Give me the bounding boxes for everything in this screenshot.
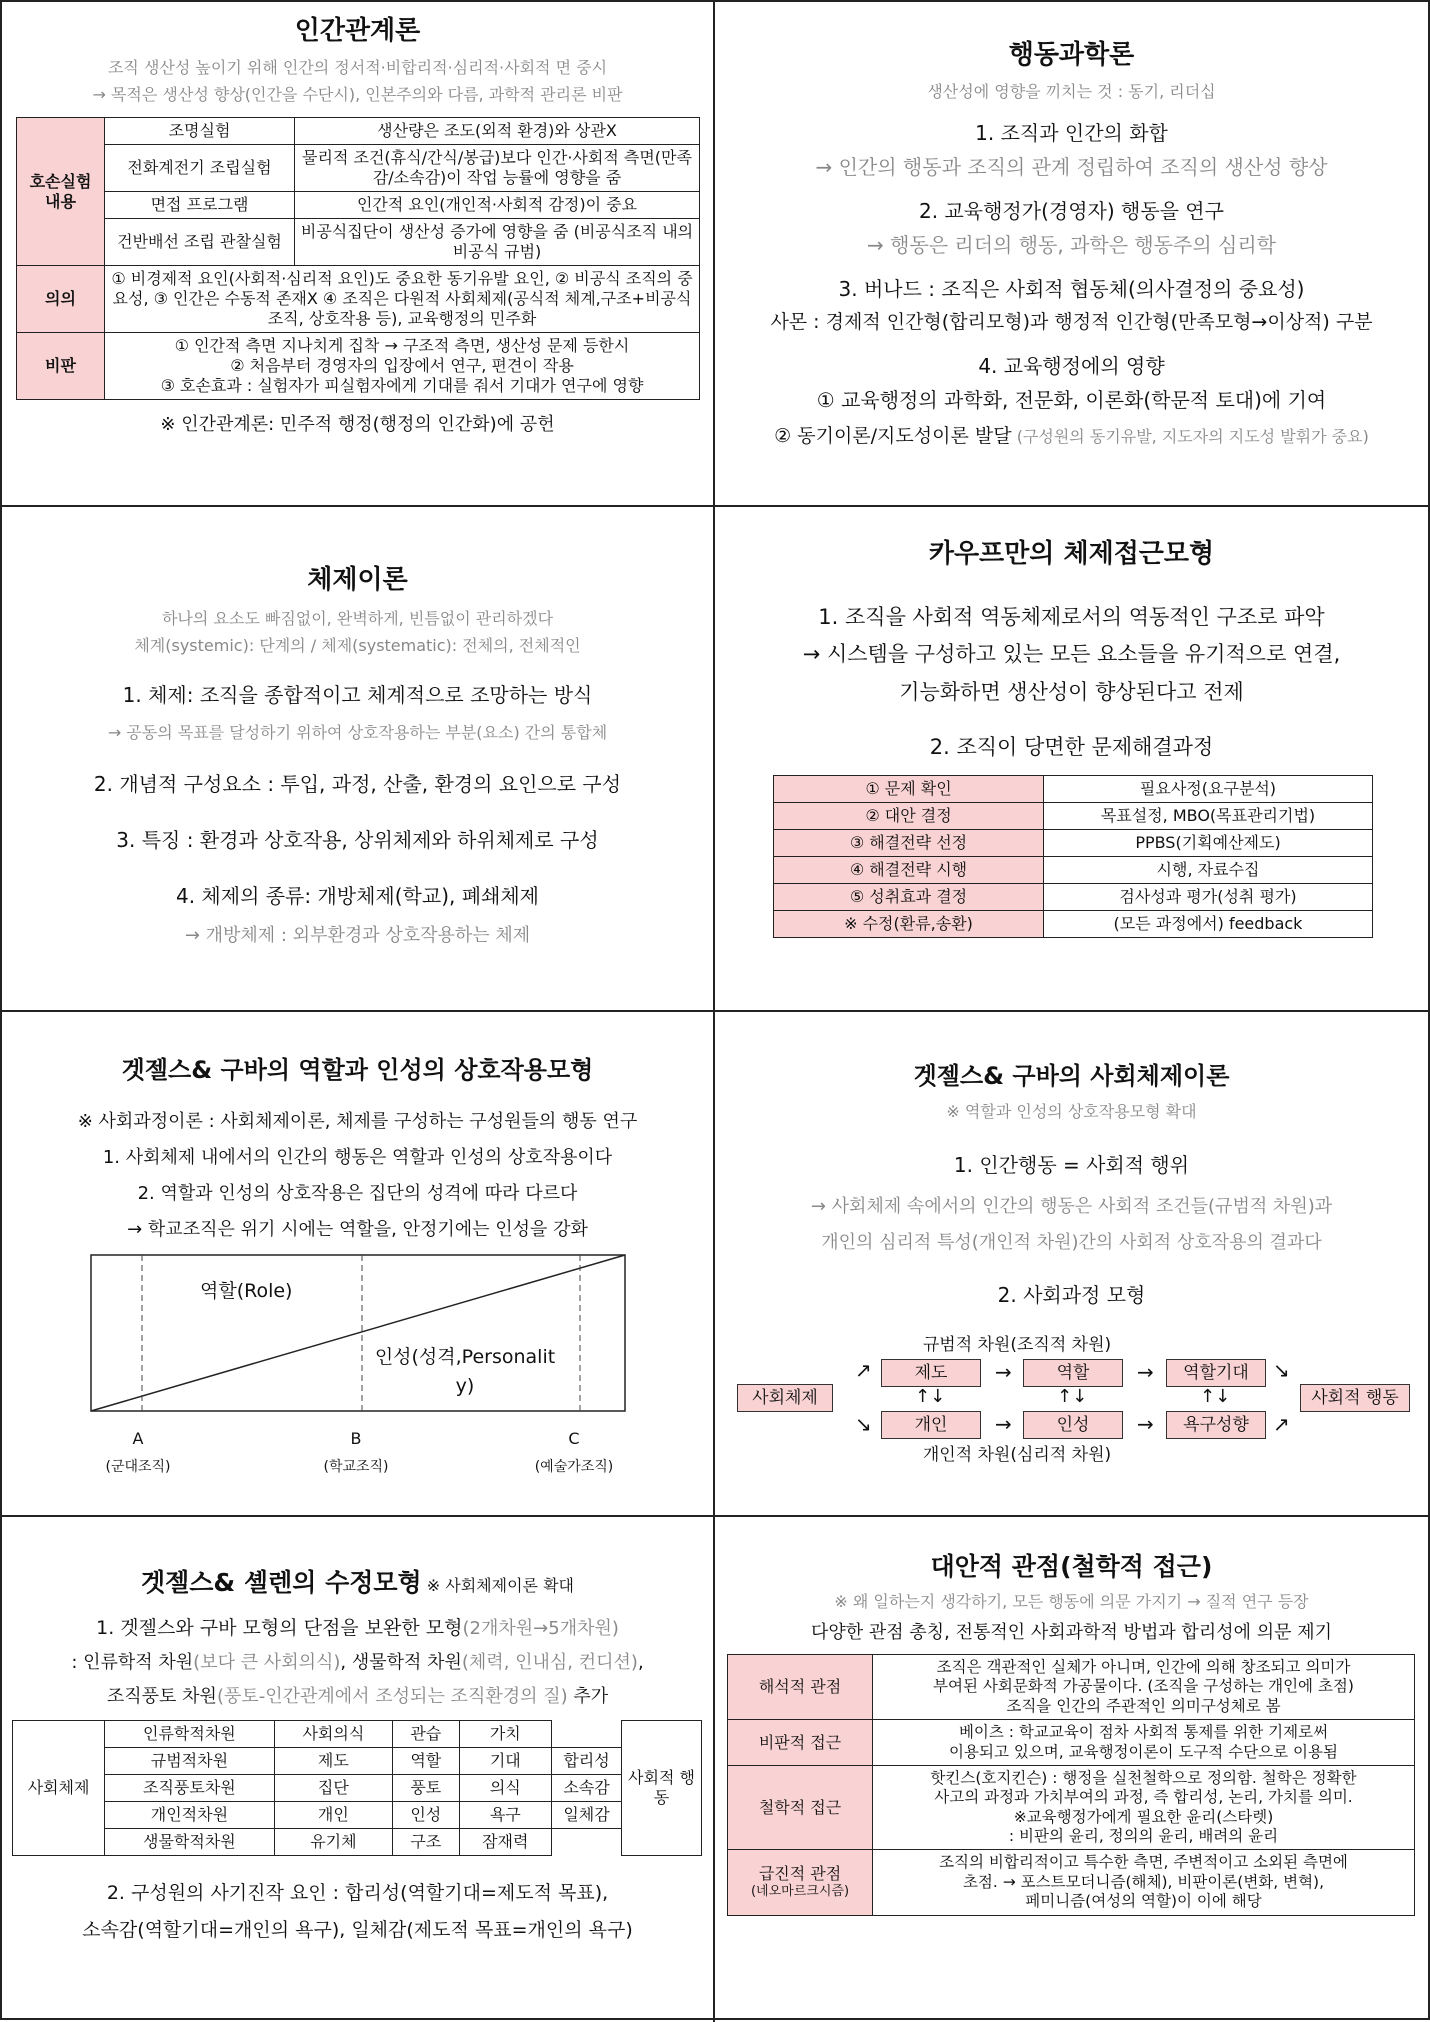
point-label: (예술가조직) [534, 1459, 614, 1475]
item-1: 1. 사회체제 내에서의 인간의 행동은 역할과 인성의 상호작용이다 [102, 1147, 613, 1168]
left-cell: 사회체제 [13, 1721, 105, 1856]
arrow-right-icon: → [1137, 1360, 1154, 1384]
cell: 집단 [274, 1775, 392, 1802]
critique-cell [105, 333, 700, 400]
text: (체력, 인내심, 컨디션) [461, 1652, 638, 1673]
item-1-detail: 개인의 심리적 특성(개인적 차원)간의 사회적 상호작용의 결과다 [821, 1232, 1322, 1253]
panel-title-row [4, 1563, 711, 1599]
cell: 가치 [459, 1721, 551, 1748]
item-1-detail [4, 1682, 711, 1708]
item-4b-main: ② 동기이론/지도성이론 발달 [774, 424, 1012, 447]
cell: 생물학적차원 [105, 1829, 275, 1856]
item-2-detail: → 학교조직은 위기 시에는 역할을, 안정기에는 인성을 강화 [127, 1219, 588, 1240]
item-4b [717, 421, 1426, 448]
desc-cell: 검사성과 평가(성취 평가) [1044, 884, 1373, 911]
panel-title: 인간관계론 [294, 16, 421, 46]
desc-line: 베이츠 : 학교교육이 점차 사회적 통제를 위한 기제로써 [958, 1723, 1329, 1742]
item-3-detail: 사몬 : 경제적 인간형(합리모형)과 행정적 인간형(만족모형→이상적) 구분 [770, 311, 1373, 333]
subtitle: → 목적은 생산성 향상(인간을 수단시), 인본주의와 다름, 과학적 관리론 비판 [92, 85, 623, 104]
left-border [0, 0, 2, 2020]
item-2: 2. 조직이 당면한 문제해결과정 [929, 734, 1214, 759]
cell: 일체감 [552, 1802, 622, 1829]
item-1-detail [4, 1648, 711, 1674]
panel-getzels-thelen-model [4, 1519, 711, 2017]
critique-label: 비판 [17, 333, 105, 400]
perspective-desc [873, 1655, 1415, 1720]
step-cell: ② 대안 결정 [774, 803, 1044, 830]
perspective-name: 비판적 접근 [728, 1720, 873, 1766]
cell: 풍토 [392, 1775, 459, 1802]
critique-line: ① 인간적 측면 지나치게 집착 → 구조적 측면, 생산성 문제 등한시 [174, 336, 630, 355]
cell: 합리성 [552, 1748, 622, 1775]
item-1: 1. 조직과 인간의 화합 [975, 121, 1168, 145]
cell: 제도 [274, 1748, 392, 1775]
panel-systems-theory [4, 509, 711, 1009]
perspective-name: 해석적 관점 [728, 1655, 873, 1720]
item-1: 1. 조직을 사회적 역동체제로서의 역동적인 구조로 파악 [818, 605, 1325, 629]
item-4a: ① 교육행정의 과학화, 전문화, 이론화(학문적 토대)에 기여 [816, 387, 1327, 412]
item-1-detail: 기능화하면 생산성이 향상된다고 전제 [899, 679, 1244, 704]
right-cell: 사회적 행동 [622, 1721, 702, 1856]
subtitle: 체계(systemic): 단계의 / 체제(systematic): 전체의, 전체적인 [134, 636, 581, 655]
desc-cell: 시행, 자료수집 [1044, 857, 1373, 884]
point-letter: A [132, 1429, 144, 1448]
perspective-name-note: (네오마르크시즘) [750, 1884, 850, 1900]
critique-line: ② 처음부터 경영자의 입장에서 연구, 편견이 작용 [230, 356, 574, 375]
personality-line: y) [455, 1375, 475, 1397]
desc-line: 조직의 비합리적이고 특수한 측면, 주변적이고 소외된 측면에 [939, 1853, 1348, 1872]
cell: 사회의식 [274, 1721, 392, 1748]
personality-box: 인성 [1023, 1411, 1123, 1439]
cell: 욕구 [459, 1802, 551, 1829]
desc-line: : 비판의 윤리, 정의의 윤리, 배려의 윤리 [1008, 1827, 1279, 1845]
cell: 생산량은 조도(외적 환경)와 상관X [295, 118, 700, 145]
panel-social-system-theory [717, 1014, 1426, 1514]
perspective-desc [873, 1720, 1415, 1766]
desc-cell: (모든 과정에서) feedback [1044, 911, 1373, 938]
text: : 인류학적 차원 [71, 1652, 194, 1673]
individual-box: 개인 [881, 1411, 981, 1439]
arrow-down-right-icon: ↘ [1273, 1358, 1290, 1382]
role-personality-diagram [90, 1254, 630, 1424]
panel-behavioral-science [717, 4, 1426, 504]
panel-title: 체제이론 [307, 565, 408, 595]
social-system-box: 사회체제 [737, 1384, 833, 1412]
updown-arrows-icon: ↑↓ [915, 1386, 946, 1407]
point-label: (학교조직) [323, 1459, 389, 1475]
cell: 유기체 [274, 1829, 392, 1856]
arrow-right-icon: → [995, 1412, 1012, 1436]
step-cell: ① 문제 확인 [774, 776, 1044, 803]
text: , 생물학적 차원 [340, 1652, 462, 1673]
desc-cell: PPBS(기획예산제도) [1044, 830, 1373, 857]
subtitle: ※ 왜 일하는지 생각하기, 모든 행동에 의문 가지기 → 질적 연구 등장 [834, 1592, 1309, 1611]
subtitle: ※ 역할과 인성의 상호작용모형 확대 [946, 1102, 1197, 1121]
item-4b-note: (구성원의 동기유발, 지도자의 지도성 발휘가 중요) [1016, 426, 1369, 446]
text: (풍토-인간관계에서 조성되는 조직환경의 질) [216, 1686, 568, 1707]
updown-arrows-icon: ↑↓ [1200, 1386, 1231, 1407]
cell: 잠재력 [459, 1829, 551, 1856]
cell: 조명실험 [105, 118, 295, 145]
cell: 인류학적차원 [105, 1721, 275, 1748]
panel-human-relations [4, 4, 711, 504]
item-2: 2. 구성원의 사기진작 요인 : 합리성(역할기대=제도적 목표), [106, 1882, 609, 1904]
cell: 역할 [392, 1748, 459, 1775]
need-disposition-box: 욕구성향 [1166, 1411, 1266, 1439]
subtitle: 하나의 요소도 빠짐없이, 완벽하게, 빈틈없이 관리하겠다 [161, 609, 554, 628]
cell: 인성 [392, 1802, 459, 1829]
top-border [0, 0, 1430, 2]
row-divider-2 [0, 1010, 1430, 1012]
note: ※ 사회과정이론 : 사회체제이론, 체제를 구성하는 구성원들의 행동 연구 [77, 1111, 638, 1132]
text: 추가 [567, 1686, 609, 1707]
panel-alternative-perspective [717, 1519, 1426, 2017]
bottom-border [0, 2018, 1430, 2020]
panel-title: 겟젤스& 구바의 사회체제이론 [913, 1062, 1230, 1090]
cell: 개인적차원 [105, 1802, 275, 1829]
item-2-detail: → 행동은 리더의 행동, 과학은 행동주의 심리학 [866, 233, 1277, 257]
item-1: 1. 체제: 조직을 종합적이고 체계적으로 조망하는 방식 [122, 683, 593, 707]
arrow-up-right-icon: ↗ [855, 1358, 872, 1382]
hawthorne-table [16, 117, 700, 400]
cell [552, 1829, 622, 1856]
item-4: 4. 교육행정에의 영향 [978, 353, 1165, 378]
item-3: 3. 특징 : 환경과 상호작용, 상위체제와 하위체제로 구성 [116, 828, 599, 852]
item-1-detail: → 사회체제 속에서의 인간의 행동은 사회적 조건들(규범적 차원)과 [810, 1196, 1333, 1217]
meaning-label: 의의 [17, 266, 105, 333]
desc-line: 핫킨스(호지킨슨) : 행정을 실천철학으로 정의함. 철학은 정확한 [930, 1768, 1357, 1787]
cell: 면접 프로그램 [105, 192, 295, 219]
desc-cell: 목표설정, MBO(목표관리기법) [1044, 803, 1373, 830]
desc-line: 부여된 사회문화적 가공물이다. (조직을 구성하는 개인에 초점) [933, 1677, 1354, 1696]
desc-line: 조직을 인간의 주관적인 의미구성체로 봄 [1006, 1696, 1281, 1715]
dimensions-table [12, 1720, 702, 1856]
text: , [637, 1652, 644, 1673]
cell: 건반배선 조립 관찰실험 [105, 219, 295, 266]
note: ※ 인간관계론: 민주적 행정(행정의 인간화)에 공헌 [160, 414, 555, 435]
cell: 인간적 요인(개인적·사회적 감정)이 중요 [295, 192, 700, 219]
cell: 규범적차원 [105, 1748, 275, 1775]
step-cell: ※ 수정(환류,송환) [774, 911, 1044, 938]
updown-arrows-icon: ↑↓ [1057, 1386, 1088, 1407]
point-a [78, 1429, 198, 1476]
step-cell: ③ 해결전략 선정 [774, 830, 1044, 857]
perspective-desc [873, 1850, 1415, 1915]
item-2: 2. 역할과 인성의 상호작용은 집단의 성격에 따라 다르다 [137, 1183, 578, 1204]
cell: 전화계전기 조립실험 [105, 145, 295, 192]
description: 다양한 관점 총칭, 전통적인 사회과학적 방법과 합리성에 의문 제기 [811, 1622, 1332, 1643]
step-cell: ④ 해결전략 시행 [774, 857, 1044, 884]
cell: 구조 [392, 1829, 459, 1856]
cell [552, 1721, 622, 1748]
point-letter: C [568, 1429, 580, 1448]
item-1 [4, 1613, 711, 1640]
item-3: 3. 버나드 : 조직은 사회적 협동체(의사결정의 중요성) [838, 277, 1305, 301]
point-b [296, 1429, 416, 1476]
step-cell: ⑤ 성취효과 결정 [774, 884, 1044, 911]
cell: 의식 [459, 1775, 551, 1802]
panel-kaufman-model [717, 509, 1426, 1009]
desc-line: 이용되고 있으며, 교육행정이론이 도구적 수단으로 이용됨 [949, 1742, 1338, 1761]
perspective-name: 급진적 관점 [758, 1864, 842, 1884]
item-1-detail: → 공동의 목표를 달성하기 위하여 상호작용하는 부분(요소) 간의 통합체 [107, 723, 608, 742]
item-4-detail: → 개방체제 : 외부환경과 상호작용하는 체제 [184, 925, 531, 946]
role-box: 역할 [1023, 1359, 1123, 1387]
personal-label: 개인적 차원(심리적 차원) [922, 1445, 1112, 1465]
desc-line: ※교육행정가에게 필요한 윤리(스타렛) [1013, 1807, 1274, 1826]
perspectives-table [727, 1654, 1415, 1916]
panel-title: 겟젤스& 구바의 역할과 인성의 상호작용모형 [121, 1056, 594, 1084]
subtitle: 조직 생산성 높이기 위해 인간의 정서적·비합리적·심리적·사회적 면 중시 [107, 58, 608, 77]
desc-line: 페미니즘(여성의 역할)이 이에 해당 [1025, 1892, 1262, 1911]
cell: 물리적 조건(휴식/간식/봉급)보다 인간·사회적 측면(만족감/소속감)이 작업 능률에 영향을 줌 [295, 145, 700, 192]
item-1-note: (2개차원→5개차원) [462, 1618, 619, 1639]
perspective-name-cell [728, 1850, 873, 1915]
panel-role-personality-model [4, 1014, 711, 1514]
point-label: (군대조직) [105, 1459, 171, 1475]
panel-title: 카우프만의 체제접근모형 [928, 539, 1215, 569]
point-letter: B [350, 1429, 362, 1448]
row-divider-1 [0, 505, 1430, 507]
desc-line: 초점. → 포스트모더니즘(해체), 비판이론(변화, 변혁), [962, 1872, 1325, 1891]
cell: 조직풍토차원 [105, 1775, 275, 1802]
perspective-desc [873, 1765, 1415, 1850]
arrow-up-right-icon: ↗ [1273, 1412, 1290, 1436]
process-table [773, 775, 1373, 938]
desc-cell: 필요사정(요구분석) [1044, 776, 1373, 803]
text: 조직풍토 차원 [106, 1686, 217, 1707]
cell: 관습 [392, 1721, 459, 1748]
item-1: 1. 인간행동 = 사회적 행위 [953, 1153, 1190, 1177]
critique-line: ③ 호손효과 : 실험자가 피실험자에게 기대를 줘서 기대가 연구에 영향 [160, 376, 644, 395]
panel-title: 행동과학론 [1008, 40, 1135, 70]
cell: 비공식집단이 생산성 증가에 영향을 줌 (비공식조직 내의 비공식 규범) [295, 219, 700, 266]
group-label: 호손실험 내용 [17, 118, 105, 266]
institution-box: 제도 [881, 1359, 981, 1387]
arrow-down-right-icon: ↘ [855, 1412, 872, 1436]
item-2: 2. 교육행정가(경영자) 행동을 연구 [919, 199, 1224, 223]
text: (보다 큰 사회의식) [193, 1652, 341, 1673]
arrow-right-icon: → [1137, 1412, 1154, 1436]
desc-line: 사고의 과정과 가치부여의 과정, 즉 합리성, 논리, 가치를 의미. [934, 1788, 1353, 1807]
item-1-detail: → 인간의 행동과 조직의 관계 정립하여 조직의 생산성 향상 [815, 155, 1328, 179]
cell: 개인 [274, 1802, 392, 1829]
row-divider-3 [0, 1515, 1430, 1517]
item-2: 2. 개념적 구성요소 : 투입, 과정, 산출, 환경의 요인으로 구성 [93, 772, 622, 796]
normative-label: 규범적 차원(조직적 차원) [922, 1335, 1112, 1355]
panel-title: 대안적 관점(철학적 접근) [930, 1552, 1213, 1581]
desc-line: 조직은 객관적인 실체가 아니며, 인간에 의해 창조되고 의미가 [936, 1658, 1351, 1676]
arrow-right-icon: → [995, 1360, 1012, 1384]
personality-line: 인성(성격,Personalit [374, 1346, 556, 1368]
cell: 기대 [459, 1748, 551, 1775]
role-label: 역할(Role) [200, 1280, 293, 1302]
social-behavior-box: 사회적 행동 [1300, 1384, 1410, 1412]
panel-title: 겟젤스& 셸렌의 수정모형 [140, 1568, 422, 1597]
item-1-detail: → 시스템을 구성하고 있는 모든 요소들을 유기적으로 연결, [802, 642, 1341, 667]
subtitle: 생산성에 영향을 끼치는 것 : 동기, 리더십 [927, 82, 1216, 101]
item-2: 2. 사회과정 모형 [997, 1283, 1146, 1307]
cell: 소속감 [552, 1775, 622, 1802]
item-1-main: 1. 겟젤스와 구바 모형의 단점을 보완한 모형 [96, 1617, 463, 1639]
meaning-text: ① 비경제적 요인(사회적·심리적 요인)도 중요한 동기유발 요인, ② 비공식 조직의 중요성, ③ 인간은 수동적 존재X ④ 조직은 다원적 사회체제(공식적 체계,구조+비공식조직, 상호작용 등), 교육행정의 민주화 [105, 266, 700, 333]
role-expectation-box: 역할기대 [1166, 1359, 1266, 1387]
item-2-detail: 소속감(역할기대=개인의 욕구), 일체감(제도적 목표=개인의 욕구) [82, 1919, 633, 1941]
title-note: ※ 사회체제이론 확대 [426, 1576, 575, 1595]
point-c [514, 1429, 634, 1476]
personality-label [370, 1342, 560, 1397]
perspective-name: 철학적 접근 [728, 1765, 873, 1850]
item-4: 4. 체제의 종류: 개방체제(학교), 폐쇄체제 [175, 884, 539, 908]
